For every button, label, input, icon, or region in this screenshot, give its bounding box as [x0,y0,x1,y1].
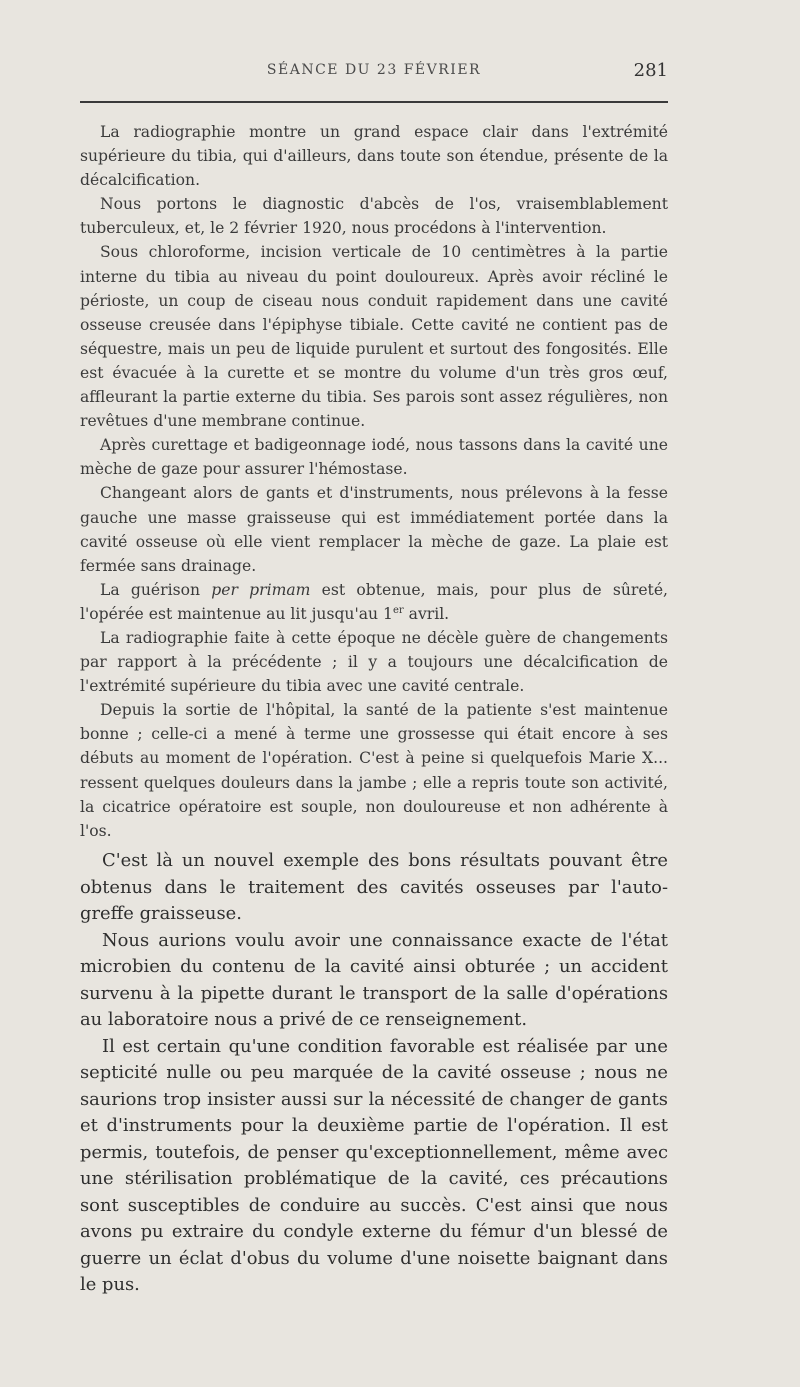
paragraph [80,578,668,626]
paragraph: Nous aurions voulu avoir une connaissance exacte de l'état microbien du contenu de la cavité ainsi obturée ; un accident survenu à la pipette durant le transport de la salle d'opérations au laboratoire nous a privé de ce renseignement. [80,929,668,1030]
text-run: La guérison [100,580,212,599]
paragraph: Il est certain qu'une condition favorable est réalisée par une septicité nulle ou peu marquée de la cavité osseuse ; nous ne saurions trop insister aussi sur la nécessité de changer de gants et d'instruments pour la deuxième partie de l'opération. Il est permis, toutefois, de penser qu'exceptionnellement, même avec une stérilisation problématique de la cavité, ces précautions sont susceptibles de conduire au succès. C'est ainsi que nous avons pu extraire du condyle externe du fémur d'un blessé de guerre un éclat d'obus du volume d'une noisette baignant dans le pus. [80,1035,668,1295]
paragraph: La radiographie montre un grand espace clair dans l'extrémité supérieure du tibia, qui d'ailleurs, dans toute son étendue, présente de la décalcification. [80,123,668,190]
discussion-text [80,848,668,1299]
paragraph: Sous chloroforme, incision verticale de 10 centimètres à la partie interne du tibia au niveau du point douloureux. Après avoir récliné le périoste, un coup de ciseau nous conduit rapidement dans une cavité osseuse creusée dans l'épiphyse tibiale. Cette cavité ne contient pas de séquestre, mais un peu de liquide purulent et surtout des fongosités. Elle est évacuée à la curette et se montre du volume d'un très gros œuf, affleurant la partie externe du tibia. Ses parois sont assez régulières, non revêtues d'une membrane continue. [80,243,668,431]
text-run: est obtenue, mais, pour plus de sûreté, l'opérée est maintenue au lit jusqu'au 1 [80,580,669,623]
running-head [80,62,668,86]
running-title: SÉANCE DU 23 FÉVRIER [266,62,482,78]
paragraph: La radiographie faite à cette époque ne décèle guère de changements par rapport à la précédente ; il y a toujours une décalcification de l'extrémité supérieure du tibia avec une cavité centrale. [80,628,668,696]
paragraph: Après curettage et badigeonnage iodé, nous tassons dans la cavité une mèche de gaze pour assurer l'hémostase. [80,436,668,479]
paragraph: Depuis la sortie de l'hôpital, la santé de la patiente s'est maintenue bonne ; celle-ci a mené à terme une grossesse qui était encore à ses débuts au moment de l'opération. C'est à peine si quelquefois Marie X... ressent quelques douleurs dans la jambe ; elle a repris toute son activité, la cicatrice opératoire est souple, non douloureuse et non adhérente à l'os. [80,701,668,840]
paragraph: Nous portons le diagnostic d'abcès de l'os, vraisemblablement tuberculeux, et, le 2 février 1920, nous procédons à l'intervention. [80,195,668,238]
text-run: avril. [403,604,450,623]
page-number: 281 [633,60,668,81]
header-rule [80,101,668,103]
superscript: er [392,604,404,616]
paragraph: C'est là un nouvel exemple des bons résultats pouvant être obtenus dans le traitement des cavités osseuses par l'auto-greffe graisseuse. [80,850,668,924]
paragraph: Changeant alors de gants et d'instruments, nous prélevons à la fesse gauche une masse graisseuse qui est immédiatement portée dans la cavité osseuse où elle vient remplacer la mèche de gaze. La plaie est fermée sans drainage. [80,484,668,575]
case-report-text [80,120,668,843]
italic-phrase: per primam [211,580,311,599]
